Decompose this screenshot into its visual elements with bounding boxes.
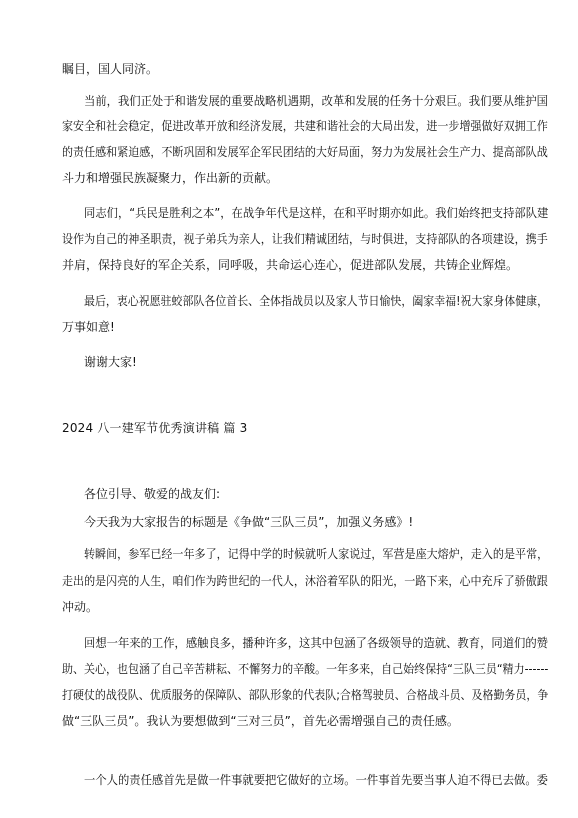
paragraph-line: 打硬仗的战役队、优质服务的保障队、部队形象的代表队;合格驾驶员、合格战斗员、及格勤务员，争 bbox=[62, 688, 549, 702]
paragraph-line: 一个人的责任感首先是做一件事就要把它做好的立场。一件事首先要当事人迫不得已去做。委 bbox=[84, 773, 548, 787]
paragraph-line: 斗力和增强民族凝聚力，作出新的贡献。 bbox=[62, 171, 279, 185]
paragraph-line: 转瞬间，参军已经一年多了，记得中学的时候就听人家说过，军营是座大熔炉，走入的是平常， bbox=[84, 547, 549, 561]
paragraph-line: 走出的是闪亮的人生，咱们作为跨世纪的一代人，沐浴着军队的阳光，一路下来，心中充斥了骄傲跟 bbox=[62, 574, 548, 588]
paragraph-line: 今天我为大家报告的标题是《争做“三队三员”，加强义务感》! bbox=[84, 515, 414, 529]
paragraph-line: 回想一年来的工作，感触良多，播种许多，这其中包涵了各级领导的造就、教育，同道们的赞 bbox=[84, 636, 548, 650]
paragraph-line: 各位引导、敬爱的战友们: bbox=[84, 487, 221, 501]
paragraph-line: 瞩目，国人同济。 bbox=[62, 62, 159, 76]
section-heading: 2024 八一建军节优秀演讲稿 篇 3 bbox=[62, 421, 248, 435]
paragraph-line: 冲动。 bbox=[62, 600, 99, 614]
paragraph-line: 同志们，“兵民是胜利之本”，在战争年代是这样，在和平时期亦如此。我们始终把支持部队建 bbox=[84, 206, 549, 220]
paragraph-line: 助、关心，也包涵了自己辛苦耕耘、不懈努力的辛酸。一年多来，自己始终保持“三队三员“精力------ bbox=[62, 662, 549, 676]
paragraph-line: 设作为自己的神圣职责，视子弟兵为亲人，让我们精诚团结，与时俱进，支持部队的各项建设，携手 bbox=[62, 232, 548, 246]
paragraph-line: 当前，我们正处于和谐发展的重要战略机遇期，改革和发展的任务十分艰巨。我们要从维护国 bbox=[84, 94, 548, 108]
paragraph-line: 的责任感和紧迫感，不断巩固和发展军企军民团结的大好局面，努力为发展社会生产力、提高部队战 bbox=[62, 145, 548, 159]
paragraph-line: 最后，衷心祝愿驻蛟部队各位首长、全体指战员以及家人节日愉快，阖家幸福!祝大家身体健康， bbox=[84, 294, 549, 308]
paragraph-line: 做“三队三员”。我认为要想做到“三对三员”，首先必需增强自己的责任感。 bbox=[62, 714, 459, 728]
paragraph-line: 家安全和社会稳定，促进改革开放和经济发展，共建和谐社会的大局出发，进一步增强做好双拥工作 bbox=[62, 119, 548, 133]
paragraph-line: 万事如意! bbox=[62, 320, 115, 334]
paragraph-line: 谢谢大家! bbox=[84, 355, 137, 369]
paragraph-line: 并肩，保持良好的军企关系，同呼吸，共命运心连心，促进部队发展，共铸企业辉煌。 bbox=[62, 258, 519, 272]
